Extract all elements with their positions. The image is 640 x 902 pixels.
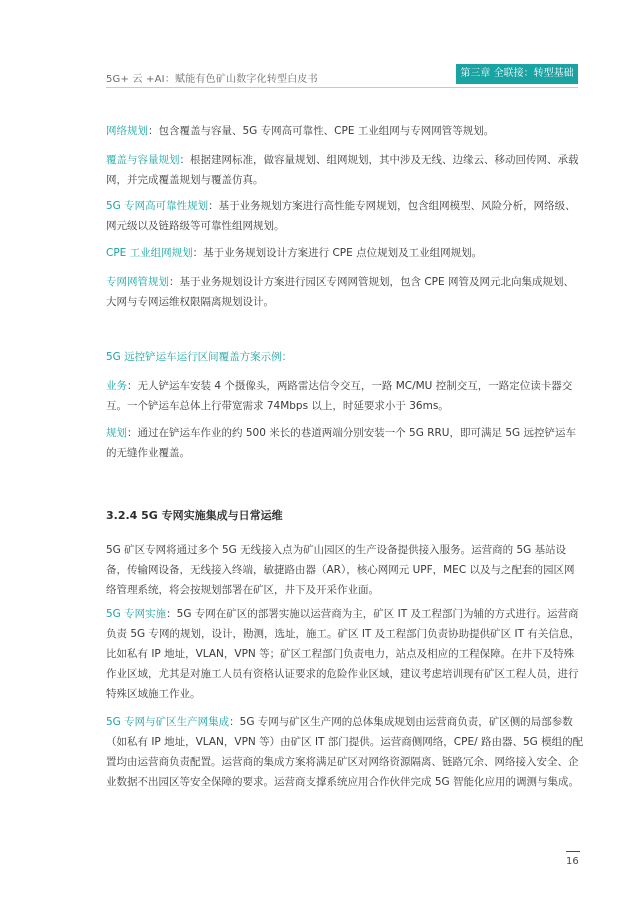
item-network-planning (106, 121, 584, 141)
item-nms-planning (106, 272, 584, 312)
section-implementation (106, 604, 584, 704)
example-business (106, 376, 584, 416)
header-chapter-badge: 第三章 全联接：转型基础 (456, 64, 578, 84)
plan-term: 规划 (106, 427, 127, 439)
integration-term: 5G 专网与矿区生产网集成 (106, 716, 230, 728)
item-text: ：包含覆盖与容量、5G 专网高可靠性、CPE 工业组网与专网网管等规划。 (148, 125, 495, 137)
implementation-text: ：5G 专网在矿区的部署实施以运营商为主，矿区 IT 及工程部门为辅的方式进行。运营商负责 5G 专网的规划，设计，勘测，选址，施工。矿区 IT 及工程部门负责协助提供矿区 IT 有关信息，比如私有 IP 地址，VLAN，VPN 等；矿区工程部门负责电力，站点及相应的工程保障。在井下及特殊作业区域，尤其是对施工人员有资格认证要求的危险作业区域，建议考虑培训现有矿区工程人员，进行特殊区域施工作业。 (106, 608, 580, 700)
item-term: 专网网管规划 (106, 276, 169, 288)
item-term: 网络规划 (106, 125, 148, 137)
item-reliability-planning (106, 196, 584, 236)
item-coverage-planning (106, 150, 584, 190)
page-number-rule (566, 851, 580, 852)
header-divider (106, 87, 578, 88)
section-title: 3.2.4 5G 专网实施集成与日常运维 (106, 509, 283, 522)
item-cpe-planning (106, 243, 584, 263)
item-text: ：根据建网标准，做容量规划、组网规划，其中涉及无线、边缘云、移动回传网、承载网，并完成覆盖规划与覆盖仿真。 (106, 154, 579, 186)
business-text: ：无人铲运车安装 4 个摄像头，两路雷达信令交互，一路 MC/MU 控制交互，一路定位读卡器交互。一个铲运车总体上行带宽需求 74Mbps 以上，时延要求小于 36ms。 (106, 380, 573, 412)
integration-text: ：5G 专网与矿区生产网的总体集成规划由运营商负责，矿区侧的局部参数（如私有 IP 地址，VLAN，VPN 等）由矿区 IT 部门提供。运营商侧网络，CPE/ 路由器、5G 模组的配置均由运营商负责配置。运营商的集成方案将满足矿区对网络资源隔离、链路冗余、网络接入安全、企业数据不出园区等安全保障的要求。运营商支撑系统应用合作伙伴完成 5G 智能化应用的调测与集成。 (106, 716, 584, 788)
item-term: 5G 专网高可靠性规划 (106, 200, 209, 212)
section-integration (106, 712, 584, 792)
example-title: 5G 远控铲运车运行区间覆盖方案示例： (106, 351, 293, 363)
item-text: ：基于业务规划设计方案进行 CPE 点位规划及工业组网规划。 (192, 247, 483, 259)
item-term: CPE 工业组网规划 (106, 247, 193, 259)
header-doc-title: 5G+ 云 +AI：赋能有色矿山数字化转型白皮书 (106, 74, 318, 85)
plan-text: ：通过在铲运车作业的约 500 米长的巷道两端分别安装一个 5G RRU，即可满足 5G 远控铲运车的无缝作业覆盖。 (106, 427, 576, 459)
section-intro: 5G 矿区专网将通过多个 5G 无线接入点为矿山园区的生产设备提供接入服务。运营商的 5G 基站设备，传输网设备，无线接入终端，敏捷路由器（AR），核心网网元 UPF，MEC 以及与之配套的园区网络管理系统，将会按规划部署在矿区，井下及开采作业面。 (106, 544, 575, 596)
item-text: ：基于业务规划方案进行高性能专网规划，包含组网模型、风险分析，网络级、网元级以及链路级等可靠性组网规划。 (106, 200, 576, 232)
business-term: 业务 (106, 380, 127, 392)
item-text: ：基于业务规划设计方案进行园区专网网管规划，包含 CPE 网管及网元北向集成规划、大网与专网运维权限隔离规划设计。 (106, 276, 574, 308)
item-term: 覆盖与容量规划 (106, 154, 180, 166)
page-number: 16 (566, 856, 579, 867)
implementation-term: 5G 专网实施 (106, 608, 167, 620)
example-plan (106, 423, 584, 463)
